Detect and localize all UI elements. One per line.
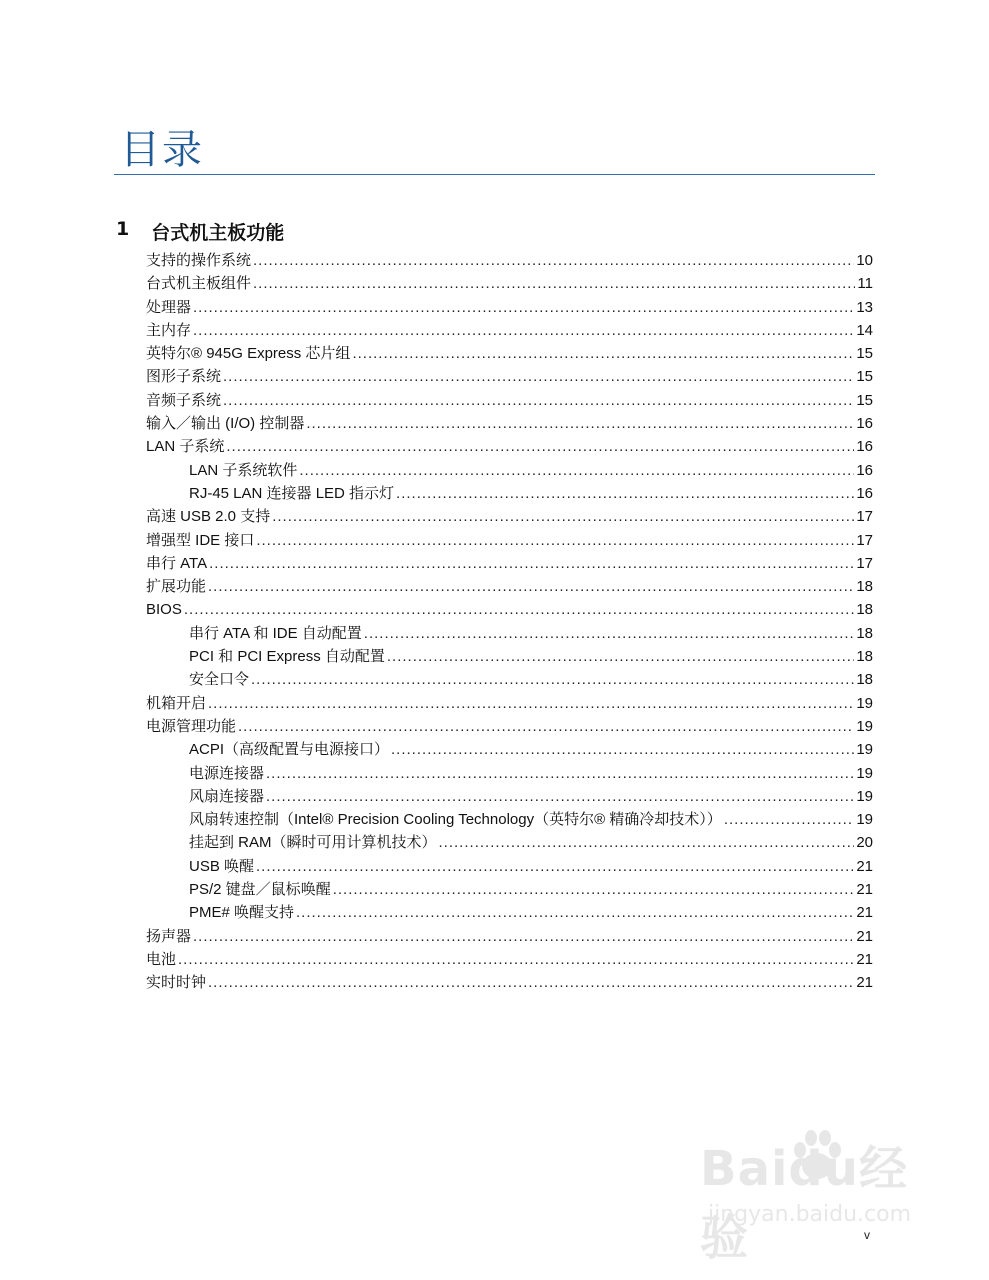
dot-leader (208, 971, 854, 994)
dot-leader (306, 412, 854, 435)
toc-entry-title: 高速 USB 2.0 支持 (146, 508, 271, 526)
toc-entry-page: 21 (856, 927, 873, 945)
toc-entry-title: PS/2 键盘／鼠标唤醒 (189, 881, 331, 899)
toc-entry-page: 18 (856, 671, 873, 689)
toc-entry-page: 16 (856, 484, 873, 502)
dot-leader (272, 505, 854, 528)
toc-entry[interactable] (146, 785, 873, 808)
toc-entry-page: 18 (856, 648, 873, 666)
toc-entry-page: 18 (856, 624, 873, 642)
toc-entry[interactable] (146, 435, 873, 458)
toc-entry-page: 11 (857, 275, 873, 293)
toc-entry-title: LAN 子系统软件 (189, 461, 298, 479)
toc-entry-title: RJ-45 LAN 连接器 LED 指示灯 (189, 484, 395, 502)
toc-entry[interactable] (146, 575, 873, 598)
toc-entry-title: 图形子系统 (146, 368, 222, 386)
dot-leader (387, 645, 854, 668)
toc-entry[interactable] (146, 389, 873, 412)
dot-leader (184, 598, 854, 621)
dot-leader (333, 878, 855, 901)
toc-entry-page: 20 (856, 834, 873, 852)
dot-leader (223, 389, 854, 412)
toc-entry[interactable] (146, 296, 873, 319)
toc-entry-title: 扬声器 (146, 927, 192, 945)
toc-entry-title: PME# 唤醒支持 (189, 904, 295, 922)
toc-entry-page: 21 (856, 974, 873, 992)
toc-entry-title: 风扇转速控制（Intel® Precision Cooling Technology（英特尔® 精确冷却技术）） (189, 811, 722, 829)
toc-entry[interactable] (146, 482, 873, 505)
toc-entry-title: 电池 (146, 950, 177, 968)
toc-entry[interactable] (146, 692, 873, 715)
toc-entry-title: BIOS (146, 601, 182, 619)
dot-leader (256, 855, 854, 878)
dot-leader (439, 831, 855, 854)
toc-entry[interactable] (146, 622, 873, 645)
toc-entry-page: 10 (856, 252, 873, 269)
toc-entry-page: 14 (856, 321, 873, 339)
dot-leader (391, 738, 854, 761)
toc-entry[interactable] (146, 272, 873, 295)
toc-entry-title: 支持的操作系统 (146, 252, 252, 269)
toc-entry-title: 处理器 (146, 298, 192, 316)
chapter-title: 台式机主板功能 (151, 222, 285, 244)
toc-entry[interactable] (146, 365, 873, 388)
toc-entry[interactable] (146, 901, 873, 924)
dot-leader (396, 482, 854, 505)
dot-leader (296, 901, 854, 924)
dot-leader (238, 715, 854, 738)
toc-entry[interactable] (146, 925, 873, 948)
dot-leader (223, 365, 854, 388)
toc-entry-page: 15 (856, 391, 873, 409)
toc-entry[interactable] (146, 948, 873, 971)
toc-entry[interactable] (146, 342, 873, 365)
toc-entry-title: ACPI（高级配置与电源接口） (189, 741, 390, 759)
toc-entry-page: 21 (856, 904, 873, 922)
toc-entry-page: 21 (856, 881, 873, 899)
chapter-number: 1 (116, 218, 130, 240)
dot-leader (352, 342, 854, 365)
dot-leader (364, 622, 855, 645)
toc-entry[interactable] (146, 855, 873, 878)
toc-entry[interactable] (146, 459, 873, 482)
toc-entry-title: 串行 ATA (146, 554, 208, 572)
toc-entry-title: 输入／输出 (I/O) 控制器 (146, 415, 305, 433)
toc-entry[interactable] (146, 529, 873, 552)
toc-entry-page: 19 (856, 694, 873, 712)
toc-entry-title: 扩展功能 (146, 578, 207, 596)
toc-entry[interactable] (146, 668, 873, 691)
title-divider (114, 174, 875, 175)
toc-entry-title: LAN 子系统 (146, 438, 225, 456)
dot-leader (208, 692, 854, 715)
toc-entry-page: 16 (856, 415, 873, 433)
dot-leader (266, 785, 854, 808)
toc-entry-page: 16 (856, 438, 873, 456)
table-of-contents (146, 249, 873, 995)
toc-entry-page: 15 (856, 368, 873, 386)
toc-entry-title: 电源管理功能 (146, 717, 237, 735)
dot-leader (209, 552, 854, 575)
toc-entry-page: 18 (856, 601, 873, 619)
watermark (700, 1130, 930, 1266)
toc-entry-page: 17 (856, 531, 873, 549)
toc-entry-title: 台式机主板组件 (146, 275, 252, 293)
toc-entry-title: 主内存 (146, 321, 192, 339)
dot-leader (193, 925, 854, 948)
toc-entry-page: 21 (856, 950, 873, 968)
toc-entry[interactable] (146, 831, 873, 854)
dot-leader (193, 296, 854, 319)
watermark-logo: Baidu经验 (700, 1141, 908, 1266)
toc-entry-title: PCI 和 PCI Express 自动配置 (189, 648, 385, 666)
toc-entry-title: 音频子系统 (146, 391, 222, 409)
page-number: v (864, 1228, 870, 1242)
toc-entry[interactable] (146, 971, 873, 994)
toc-entry[interactable] (146, 505, 873, 528)
toc-entry[interactable] (146, 738, 873, 761)
toc-entry-page: 19 (856, 741, 873, 759)
toc-entry-title: 实时时钟 (146, 974, 207, 992)
chapter-heading (116, 218, 284, 245)
toc-entry-title: 机箱开启 (146, 694, 207, 712)
toc-entry-title: 增强型 IDE 接口 (146, 531, 255, 549)
toc-entry[interactable] (146, 878, 873, 901)
toc-entry[interactable] (146, 715, 873, 738)
dot-leader (256, 529, 854, 552)
toc-entry-page: 19 (856, 764, 873, 782)
dot-leader (251, 668, 854, 691)
dot-leader (253, 272, 855, 295)
toc-entry[interactable] (146, 249, 873, 272)
toc-entry-page: 13 (856, 298, 873, 316)
toc-entry[interactable] (146, 808, 873, 831)
dot-leader (178, 948, 854, 971)
dot-leader (299, 459, 854, 482)
toc-entry-page: 21 (856, 857, 873, 875)
dot-leader (208, 575, 854, 598)
dot-leader (724, 808, 855, 831)
toc-entry[interactable] (146, 762, 873, 785)
toc-entry-title: 串行 ATA 和 IDE 自动配置 (189, 624, 362, 642)
dot-leader (266, 762, 854, 785)
toc-entry-page: 19 (856, 717, 873, 735)
toc-entry-title: 安全口令 (189, 671, 250, 689)
toc-entry[interactable] (146, 645, 873, 668)
toc-entry[interactable] (146, 412, 873, 435)
page-title: 目录 (120, 127, 204, 173)
toc-entry-page: 18 (856, 578, 873, 596)
toc-entry-page: 16 (856, 461, 873, 479)
toc-entry[interactable] (146, 552, 873, 575)
toc-entry[interactable] (146, 319, 873, 342)
toc-entry-title: 英特尔® 945G Express 芯片组 (146, 345, 351, 363)
toc-entry-page: 19 (856, 787, 873, 805)
toc-entry-page: 19 (856, 811, 873, 829)
toc-entry-title: 风扇连接器 (189, 787, 265, 805)
toc-entry-title: 挂起到 RAM（瞬时可用计算机技术） (189, 834, 437, 852)
dot-leader (193, 319, 854, 342)
toc-entry-page: 17 (856, 554, 873, 572)
toc-entry-title: USB 唤醒 (189, 857, 255, 875)
toc-entry[interactable] (146, 598, 873, 621)
toc-entry-page: 15 (856, 345, 873, 363)
dot-leader (253, 249, 854, 272)
dot-leader (226, 435, 854, 458)
watermark-url: jingyan.baidu.com (708, 1202, 912, 1227)
toc-entry-page: 17 (856, 508, 873, 526)
toc-entry-title: 电源连接器 (189, 764, 265, 782)
